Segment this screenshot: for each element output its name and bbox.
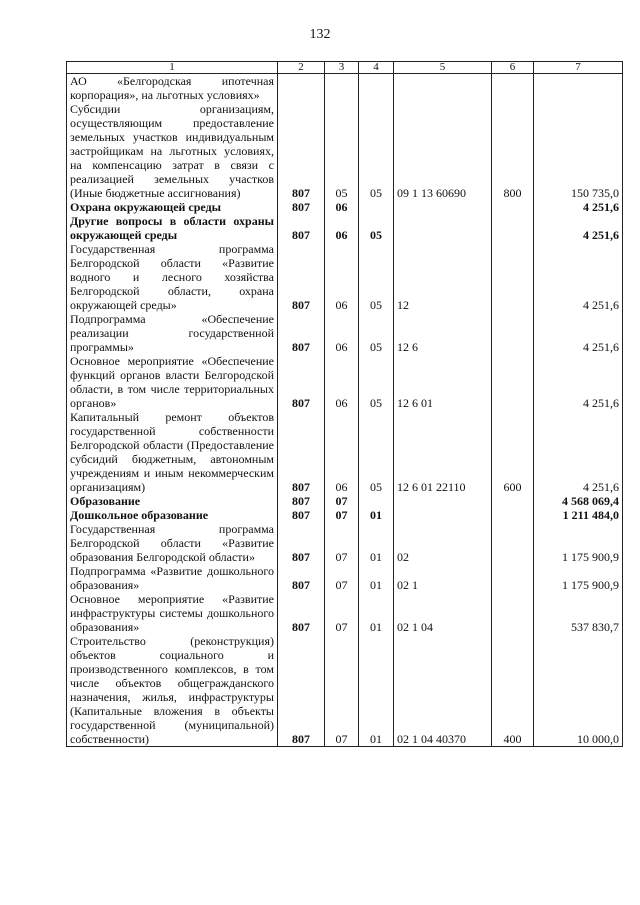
cell-expense-type: 600 bbox=[492, 410, 534, 494]
cell-section: 06 bbox=[325, 242, 359, 312]
table-row bbox=[67, 354, 623, 410]
cell-section: 07 bbox=[325, 522, 359, 564]
cell-expense-type bbox=[492, 74, 534, 103]
row-name: Строительство (реконструкция) объектов социального и производственного комплексов, в том числе объектов общегражданского назначения, жилья, инфраструктуры (Капитальные вложения в объекты государственной (муниципальной) собственности) bbox=[67, 634, 278, 747]
budget-table bbox=[66, 61, 623, 747]
cell-target-article: 12 6 bbox=[394, 312, 492, 354]
cell-section: 07 bbox=[325, 494, 359, 508]
cell-subsection: 01 bbox=[359, 522, 394, 564]
cell-amount: 4 251,6 bbox=[534, 214, 623, 242]
cell-amount bbox=[534, 74, 623, 103]
table-row bbox=[67, 564, 623, 592]
cell-section: 07 bbox=[325, 592, 359, 634]
cell-target-article bbox=[394, 74, 492, 103]
row-name: Государственная программа Белгородской области «Развитие водного и лесного хозяйства Белгородской области, охрана окружающей среды» bbox=[67, 242, 278, 312]
cell-expense-type bbox=[492, 508, 534, 522]
table-row bbox=[67, 214, 623, 242]
table-row bbox=[67, 242, 623, 312]
header-cell: 6 bbox=[492, 62, 534, 74]
cell-expense-type bbox=[492, 564, 534, 592]
table-row bbox=[67, 74, 623, 103]
cell-target-article: 12 6 01 22110 bbox=[394, 410, 492, 494]
cell-ministry-code: 807 bbox=[278, 494, 325, 508]
cell-ministry-code: 807 bbox=[278, 214, 325, 242]
cell-ministry-code: 807 bbox=[278, 564, 325, 592]
table-row bbox=[67, 508, 623, 522]
cell-ministry-code: 807 bbox=[278, 354, 325, 410]
header-cell: 3 bbox=[325, 62, 359, 74]
cell-amount: 4 251,6 bbox=[534, 354, 623, 410]
table-row bbox=[67, 522, 623, 564]
table-row bbox=[67, 312, 623, 354]
cell-target-article bbox=[394, 494, 492, 508]
header-cell: 5 bbox=[394, 62, 492, 74]
cell-expense-type: 800 bbox=[492, 102, 534, 200]
row-name: Другие вопросы в области охраны окружающей среды bbox=[67, 214, 278, 242]
row-name: Капитальный ремонт объектов государственной собственности Белгородской области (Предоставление субсидий бюджетным, автономным учреждениям и иным некоммерческим организациям) bbox=[67, 410, 278, 494]
cell-subsection: 01 bbox=[359, 634, 394, 747]
cell-ministry-code: 807 bbox=[278, 410, 325, 494]
table-row bbox=[67, 634, 623, 747]
cell-target-article: 12 bbox=[394, 242, 492, 312]
cell-subsection bbox=[359, 494, 394, 508]
row-name: Дошкольное образование bbox=[67, 508, 278, 522]
cell-amount: 4 568 069,4 bbox=[534, 494, 623, 508]
cell-amount: 4 251,6 bbox=[534, 200, 623, 214]
cell-ministry-code: 807 bbox=[278, 200, 325, 214]
cell-section: 06 bbox=[325, 200, 359, 214]
cell-section: 06 bbox=[325, 312, 359, 354]
row-name: Охрана окружающей среды bbox=[67, 200, 278, 214]
cell-expense-type bbox=[492, 592, 534, 634]
header-cell: 7 bbox=[534, 62, 623, 74]
table-row bbox=[67, 592, 623, 634]
cell-section: 05 bbox=[325, 102, 359, 200]
cell-target-article bbox=[394, 200, 492, 214]
row-name: Основное мероприятие «Обеспечение функций органов власти Белгородской области, в том числе территориальных органов» bbox=[67, 354, 278, 410]
header-cell: 1 bbox=[67, 62, 278, 74]
cell-ministry-code: 807 bbox=[278, 312, 325, 354]
cell-subsection: 01 bbox=[359, 564, 394, 592]
cell-ministry-code: 807 bbox=[278, 242, 325, 312]
table-row bbox=[67, 410, 623, 494]
cell-ministry-code bbox=[278, 74, 325, 103]
cell-target-article: 02 1 04 bbox=[394, 592, 492, 634]
cell-expense-type bbox=[492, 200, 534, 214]
cell-subsection: 05 bbox=[359, 242, 394, 312]
cell-amount: 1 175 900,9 bbox=[534, 522, 623, 564]
cell-ministry-code: 807 bbox=[278, 634, 325, 747]
cell-target-article bbox=[394, 508, 492, 522]
cell-subsection: 05 bbox=[359, 354, 394, 410]
cell-expense-type bbox=[492, 312, 534, 354]
cell-expense-type bbox=[492, 214, 534, 242]
row-name: АО «Белгородская ипотечная корпорация», на льготных условиях» bbox=[67, 74, 278, 103]
cell-amount: 4 251,6 bbox=[534, 312, 623, 354]
table-row bbox=[67, 102, 623, 200]
row-name: Субсидии организациям, осуществляющим предоставление земельных участков индивидуальным застройщикам на льготных условиях, на компенсацию затрат в связи с реализацией земельных участков (Иные бюджетные ассигнования) bbox=[67, 102, 278, 200]
cell-section: 07 bbox=[325, 564, 359, 592]
cell-subsection bbox=[359, 200, 394, 214]
cell-target-article: 02 bbox=[394, 522, 492, 564]
cell-ministry-code: 807 bbox=[278, 508, 325, 522]
cell-amount: 150 735,0 bbox=[534, 102, 623, 200]
header-row bbox=[67, 62, 623, 74]
cell-subsection bbox=[359, 74, 394, 103]
cell-ministry-code: 807 bbox=[278, 592, 325, 634]
row-name: Основное мероприятие «Развитие инфраструктуры системы дошкольного образования» bbox=[67, 592, 278, 634]
cell-section: 06 bbox=[325, 214, 359, 242]
cell-target-article: 09 1 13 60690 bbox=[394, 102, 492, 200]
cell-amount: 1 175 900,9 bbox=[534, 564, 623, 592]
row-name: Подпрограмма «Обеспечение реализации государственной программы» bbox=[67, 312, 278, 354]
cell-subsection: 05 bbox=[359, 410, 394, 494]
cell-subsection: 05 bbox=[359, 214, 394, 242]
cell-expense-type bbox=[492, 242, 534, 312]
cell-section bbox=[325, 74, 359, 103]
cell-amount: 4 251,6 bbox=[534, 242, 623, 312]
cell-subsection: 01 bbox=[359, 592, 394, 634]
cell-amount: 1 211 484,0 bbox=[534, 508, 623, 522]
cell-target-article: 02 1 04 40370 bbox=[394, 634, 492, 747]
cell-expense-type bbox=[492, 522, 534, 564]
cell-ministry-code: 807 bbox=[278, 102, 325, 200]
cell-subsection: 05 bbox=[359, 312, 394, 354]
table-row bbox=[67, 494, 623, 508]
cell-expense-type bbox=[492, 494, 534, 508]
cell-ministry-code: 807 bbox=[278, 522, 325, 564]
cell-expense-type: 400 bbox=[492, 634, 534, 747]
header-cell: 4 bbox=[359, 62, 394, 74]
header-cell: 2 bbox=[278, 62, 325, 74]
row-name: Образование bbox=[67, 494, 278, 508]
cell-section: 06 bbox=[325, 410, 359, 494]
table-row bbox=[67, 200, 623, 214]
cell-section: 07 bbox=[325, 508, 359, 522]
cell-target-article: 12 6 01 bbox=[394, 354, 492, 410]
cell-amount: 4 251,6 bbox=[534, 410, 623, 494]
page-number: 132 bbox=[309, 27, 331, 42]
cell-target-article bbox=[394, 214, 492, 242]
cell-amount: 537 830,7 bbox=[534, 592, 623, 634]
cell-target-article: 02 1 bbox=[394, 564, 492, 592]
cell-section: 07 bbox=[325, 634, 359, 747]
cell-section: 06 bbox=[325, 354, 359, 410]
row-name: Государственная программа Белгородской области «Развитие образования Белгородской области» bbox=[67, 522, 278, 564]
cell-subsection: 05 bbox=[359, 102, 394, 200]
cell-amount: 10 000,0 bbox=[534, 634, 623, 747]
cell-expense-type bbox=[492, 354, 534, 410]
cell-subsection: 01 bbox=[359, 508, 394, 522]
row-name: Подпрограмма «Развитие дошкольного образования» bbox=[67, 564, 278, 592]
